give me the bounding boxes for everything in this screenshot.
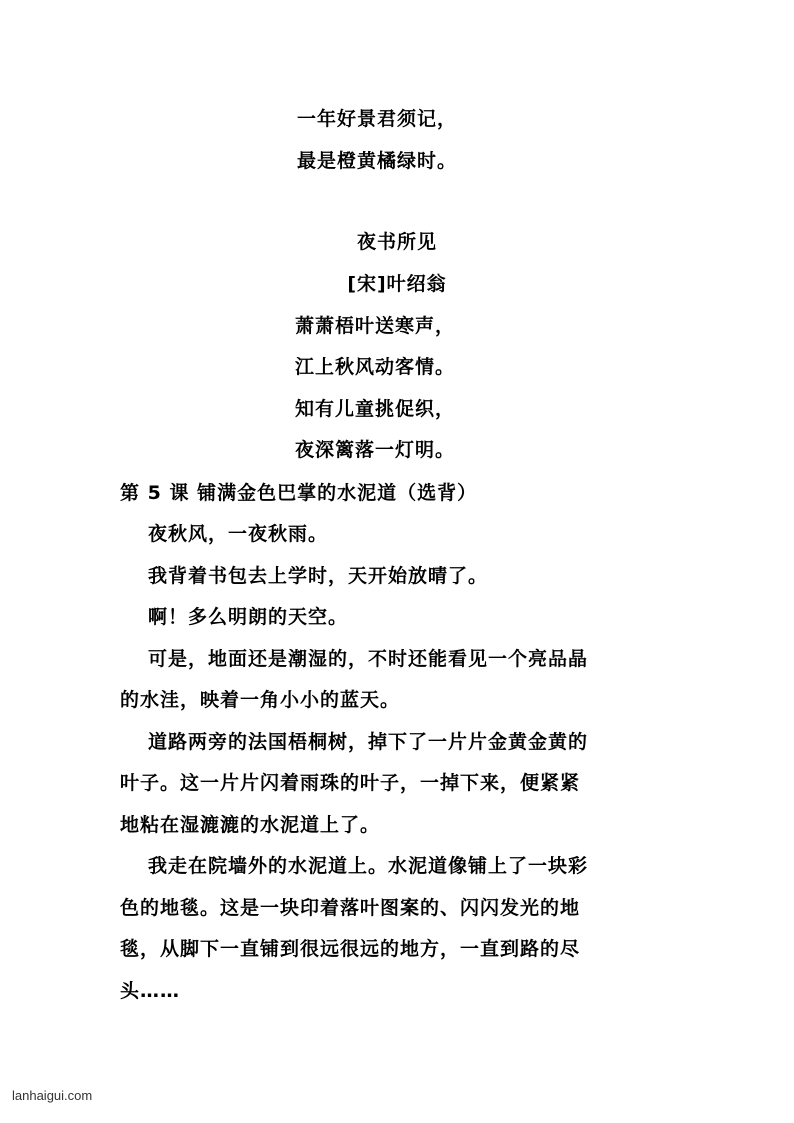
lesson-paragraph-line: 我走在院墙外的水泥道上。水泥道像铺上了一块彩 bbox=[148, 855, 589, 877]
lesson-paragraph-line: 叶子。这一片片闪着雨珠的叶子，一掉下来，便紧紧 bbox=[120, 772, 581, 794]
lesson-heading: 第 5 课 铺满金色巴掌的水泥道（选背） bbox=[120, 482, 478, 504]
lesson-paragraph-line: 的水洼，映着一角小小的蓝天。 bbox=[120, 689, 401, 711]
poem-line-4: 夜深篱落一灯明。 bbox=[295, 439, 456, 461]
lesson-paragraph-line: 啊！多么明朗的天空。 bbox=[148, 606, 349, 628]
poem-line-1: 萧萧梧叶送寒声， bbox=[295, 315, 456, 337]
lesson-paragraph-line: 毯，从脚下一直铺到很远很远的地方，一直到路的尽 bbox=[120, 938, 581, 960]
poem-title: 夜书所见 bbox=[356, 231, 437, 253]
poem-tail-line-1: 一年好景君须记， bbox=[297, 108, 458, 130]
lesson-paragraph-line: 我背着书包去上学时，天开始放晴了。 bbox=[148, 565, 489, 587]
lesson-paragraph-line: 道路两旁的法国梧桐树，掉下了一片片金黄金黄的 bbox=[148, 731, 589, 753]
poem-line-2: 江上秋风动客情。 bbox=[295, 356, 456, 378]
footer-site: lanhaigui.com bbox=[12, 1088, 93, 1103]
poem-tail-line-2: 最是橙黄橘绿时。 bbox=[297, 150, 458, 172]
lesson-paragraph-line: 夜秋风，一夜秋雨。 bbox=[148, 523, 329, 545]
lesson-paragraph-line: 可是，地面还是潮湿的，不时还能看见一个亮品晶 bbox=[148, 648, 589, 670]
poem-author: [宋]叶绍翁 bbox=[347, 273, 447, 295]
lesson-paragraph-line: 地粘在湿漉漉的水泥道上了。 bbox=[120, 814, 381, 836]
lesson-paragraph-line: 色的地毯。这是一块印着落叶图案的、闪闪发光的地 bbox=[120, 897, 581, 919]
lesson-paragraph-line: 头…… bbox=[120, 980, 181, 1002]
poem-line-3: 知有儿童挑促织， bbox=[295, 398, 456, 420]
